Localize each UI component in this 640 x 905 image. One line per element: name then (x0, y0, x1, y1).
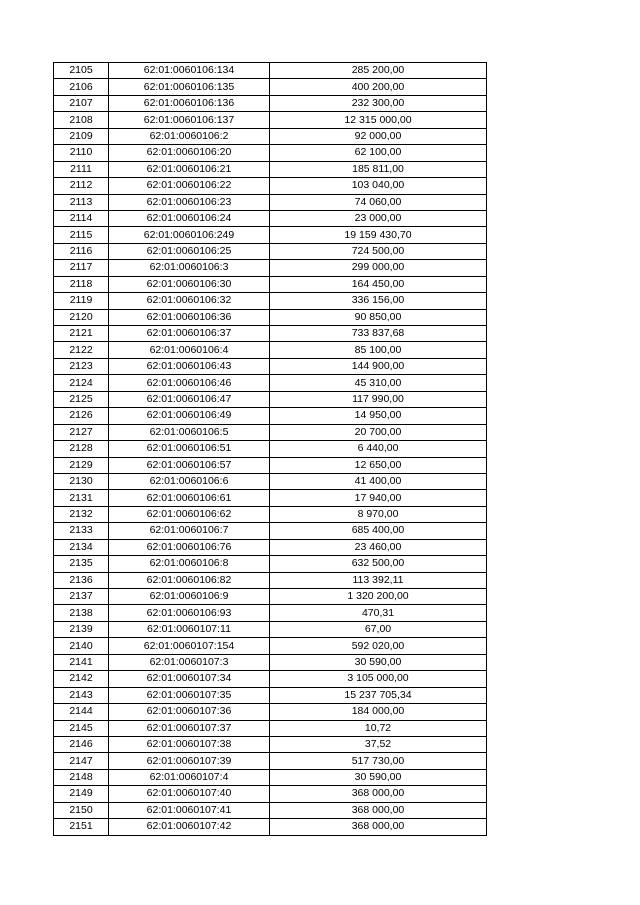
row-number-cell: 2112 (54, 178, 109, 194)
row-number-cell: 2124 (54, 375, 109, 391)
row-number-cell: 2133 (54, 523, 109, 539)
value-cell: 23 460,00 (270, 539, 487, 555)
table-row (54, 243, 487, 259)
value-cell: 67,00 (270, 621, 487, 637)
cadastral-number-cell: 62:01:0060106:30 (109, 276, 270, 292)
table-row (54, 589, 487, 605)
cadastral-number-cell: 62:01:0060106:6 (109, 473, 270, 489)
cadastral-number-cell: 62:01:0060106:136 (109, 95, 270, 111)
row-number-cell: 2140 (54, 638, 109, 654)
value-cell: 85 100,00 (270, 342, 487, 358)
cadastral-number-cell: 62:01:0060106:32 (109, 293, 270, 309)
table-row (54, 194, 487, 210)
cadastral-number-cell: 62:01:0060106:9 (109, 589, 270, 605)
value-cell: 113 392,11 (270, 572, 487, 588)
table-row (54, 210, 487, 226)
row-number-cell: 2135 (54, 556, 109, 572)
row-number-cell: 2129 (54, 457, 109, 473)
table-row (54, 802, 487, 818)
table-row (54, 572, 487, 588)
cadastral-number-cell: 62:01:0060107:37 (109, 720, 270, 736)
cadastral-number-cell: 62:01:0060106:5 (109, 424, 270, 440)
cadastral-number-cell: 62:01:0060106:7 (109, 523, 270, 539)
cadastral-number-cell: 62:01:0060106:36 (109, 309, 270, 325)
row-number-cell: 2109 (54, 128, 109, 144)
cadastral-number-cell: 62:01:0060106:135 (109, 79, 270, 95)
value-cell: 37,52 (270, 736, 487, 752)
table-row (54, 621, 487, 637)
row-number-cell: 2125 (54, 391, 109, 407)
row-number-cell: 2121 (54, 326, 109, 342)
value-cell: 23 000,00 (270, 210, 487, 226)
table-row (54, 490, 487, 506)
table-body (54, 63, 487, 836)
cadastral-number-cell: 62:01:0060106:2 (109, 128, 270, 144)
cadastral-number-cell: 62:01:0060106:49 (109, 408, 270, 424)
value-cell: 368 000,00 (270, 819, 487, 835)
row-number-cell: 2116 (54, 243, 109, 259)
cadastral-number-cell: 62:01:0060107:3 (109, 654, 270, 670)
cadastral-number-cell: 62:01:0060106:46 (109, 375, 270, 391)
row-number-cell: 2107 (54, 95, 109, 111)
row-number-cell: 2148 (54, 769, 109, 785)
row-number-cell: 2146 (54, 736, 109, 752)
value-cell: 30 590,00 (270, 654, 487, 670)
row-number-cell: 2113 (54, 194, 109, 210)
value-cell: 19 159 430,70 (270, 227, 487, 243)
table-row (54, 161, 487, 177)
table-row (54, 786, 487, 802)
row-number-cell: 2108 (54, 112, 109, 128)
value-cell: 12 315 000,00 (270, 112, 487, 128)
cadastral-number-cell: 62:01:0060107:11 (109, 621, 270, 637)
table-row (54, 736, 487, 752)
row-number-cell: 2139 (54, 621, 109, 637)
table-row (54, 671, 487, 687)
row-number-cell: 2149 (54, 786, 109, 802)
value-cell: 41 400,00 (270, 473, 487, 489)
table-row (54, 556, 487, 572)
row-number-cell: 2130 (54, 473, 109, 489)
value-cell: 45 310,00 (270, 375, 487, 391)
row-number-cell: 2123 (54, 358, 109, 374)
value-cell: 336 156,00 (270, 293, 487, 309)
value-cell: 30 590,00 (270, 769, 487, 785)
row-number-cell: 2110 (54, 145, 109, 161)
row-number-cell: 2127 (54, 424, 109, 440)
cadastral-number-cell: 62:01:0060106:3 (109, 260, 270, 276)
value-cell: 685 400,00 (270, 523, 487, 539)
cadastral-number-cell: 62:01:0060106:134 (109, 63, 270, 79)
cadastral-number-cell: 62:01:0060106:57 (109, 457, 270, 473)
cadastral-number-cell: 62:01:0060106:8 (109, 556, 270, 572)
cadastral-number-cell: 62:01:0060107:34 (109, 671, 270, 687)
row-number-cell: 2115 (54, 227, 109, 243)
value-cell: 62 100,00 (270, 145, 487, 161)
table-row (54, 95, 487, 111)
cadastral-number-cell: 62:01:0060107:42 (109, 819, 270, 835)
table-row (54, 112, 487, 128)
cadastral-number-cell: 62:01:0060106:249 (109, 227, 270, 243)
cadastral-number-cell: 62:01:0060106:47 (109, 391, 270, 407)
row-number-cell: 2137 (54, 589, 109, 605)
row-number-cell: 2134 (54, 539, 109, 555)
cadastral-number-cell: 62:01:0060106:20 (109, 145, 270, 161)
value-cell: 103 040,00 (270, 178, 487, 194)
row-number-cell: 2143 (54, 687, 109, 703)
value-cell: 724 500,00 (270, 243, 487, 259)
value-cell: 632 500,00 (270, 556, 487, 572)
cadastral-number-cell: 62:01:0060106:76 (109, 539, 270, 555)
table-row (54, 293, 487, 309)
table-row (54, 720, 487, 736)
row-number-cell: 2118 (54, 276, 109, 292)
value-cell: 470,31 (270, 605, 487, 621)
cadastral-number-cell: 62:01:0060107:36 (109, 704, 270, 720)
table-row (54, 342, 487, 358)
table-row (54, 424, 487, 440)
cadastral-number-cell: 62:01:0060107:41 (109, 802, 270, 818)
value-cell: 92 000,00 (270, 128, 487, 144)
table-row (54, 523, 487, 539)
value-cell: 299 000,00 (270, 260, 487, 276)
table-row (54, 408, 487, 424)
cadastral-number-cell: 62:01:0060107:40 (109, 786, 270, 802)
cadastral-number-cell: 62:01:0060107:154 (109, 638, 270, 654)
value-cell: 6 440,00 (270, 441, 487, 457)
cadastral-number-cell: 62:01:0060107:4 (109, 769, 270, 785)
table-row (54, 819, 487, 835)
table-row (54, 276, 487, 292)
table-row (54, 145, 487, 161)
cadastral-number-cell: 62:01:0060106:137 (109, 112, 270, 128)
value-cell: 3 105 000,00 (270, 671, 487, 687)
value-cell: 90 850,00 (270, 309, 487, 325)
value-cell: 14 950,00 (270, 408, 487, 424)
row-number-cell: 2105 (54, 63, 109, 79)
value-cell: 185 811,00 (270, 161, 487, 177)
row-number-cell: 2150 (54, 802, 109, 818)
value-cell: 8 970,00 (270, 506, 487, 522)
table-row (54, 309, 487, 325)
row-number-cell: 2117 (54, 260, 109, 276)
row-number-cell: 2128 (54, 441, 109, 457)
value-cell: 1 320 200,00 (270, 589, 487, 605)
row-number-cell: 2111 (54, 161, 109, 177)
cadastral-number-cell: 62:01:0060106:61 (109, 490, 270, 506)
cadastral-number-cell: 62:01:0060107:38 (109, 736, 270, 752)
value-cell: 144 900,00 (270, 358, 487, 374)
table-row (54, 506, 487, 522)
cadastral-number-cell: 62:01:0060106:82 (109, 572, 270, 588)
row-number-cell: 2141 (54, 654, 109, 670)
cadastral-number-cell: 62:01:0060106:22 (109, 178, 270, 194)
table-row (54, 473, 487, 489)
row-number-cell: 2138 (54, 605, 109, 621)
row-number-cell: 2131 (54, 490, 109, 506)
cadastral-number-cell: 62:01:0060106:37 (109, 326, 270, 342)
row-number-cell: 2114 (54, 210, 109, 226)
cadastral-number-cell: 62:01:0060106:4 (109, 342, 270, 358)
table-row (54, 375, 487, 391)
table-row (54, 605, 487, 621)
value-cell: 400 200,00 (270, 79, 487, 95)
cadastral-number-cell: 62:01:0060106:51 (109, 441, 270, 457)
cadastral-number-cell: 62:01:0060106:24 (109, 210, 270, 226)
value-cell: 285 200,00 (270, 63, 487, 79)
cadastral-number-cell: 62:01:0060106:93 (109, 605, 270, 621)
value-cell: 15 237 705,34 (270, 687, 487, 703)
data-table (53, 62, 487, 836)
value-cell: 368 000,00 (270, 786, 487, 802)
table-row (54, 457, 487, 473)
table-row (54, 769, 487, 785)
value-cell: 12 650,00 (270, 457, 487, 473)
table-row (54, 326, 487, 342)
value-cell: 592 020,00 (270, 638, 487, 654)
value-cell: 117 990,00 (270, 391, 487, 407)
row-number-cell: 2122 (54, 342, 109, 358)
value-cell: 10,72 (270, 720, 487, 736)
table-row (54, 638, 487, 654)
table-row (54, 687, 487, 703)
cadastral-number-cell: 62:01:0060107:39 (109, 753, 270, 769)
table-row (54, 260, 487, 276)
row-number-cell: 2120 (54, 309, 109, 325)
table-row (54, 128, 487, 144)
value-cell: 17 940,00 (270, 490, 487, 506)
value-cell: 74 060,00 (270, 194, 487, 210)
value-cell: 517 730,00 (270, 753, 487, 769)
table-row (54, 753, 487, 769)
row-number-cell: 2151 (54, 819, 109, 835)
row-number-cell: 2119 (54, 293, 109, 309)
cadastral-number-cell: 62:01:0060106:43 (109, 358, 270, 374)
table-row (54, 63, 487, 79)
row-number-cell: 2145 (54, 720, 109, 736)
cadastral-number-cell: 62:01:0060106:62 (109, 506, 270, 522)
row-number-cell: 2144 (54, 704, 109, 720)
cadastral-number-cell: 62:01:0060107:35 (109, 687, 270, 703)
value-cell: 368 000,00 (270, 802, 487, 818)
row-number-cell: 2142 (54, 671, 109, 687)
cadastral-number-cell: 62:01:0060106:25 (109, 243, 270, 259)
table-row (54, 539, 487, 555)
table-row (54, 178, 487, 194)
table-row (54, 704, 487, 720)
table-row (54, 391, 487, 407)
table-row (54, 227, 487, 243)
table-row (54, 79, 487, 95)
cadastral-number-cell: 62:01:0060106:21 (109, 161, 270, 177)
table-row (54, 441, 487, 457)
value-cell: 20 700,00 (270, 424, 487, 440)
row-number-cell: 2147 (54, 753, 109, 769)
value-cell: 232 300,00 (270, 95, 487, 111)
row-number-cell: 2126 (54, 408, 109, 424)
table-row (54, 358, 487, 374)
table-row (54, 654, 487, 670)
value-cell: 184 000,00 (270, 704, 487, 720)
cadastral-number-cell: 62:01:0060106:23 (109, 194, 270, 210)
row-number-cell: 2106 (54, 79, 109, 95)
value-cell: 733 837,68 (270, 326, 487, 342)
value-cell: 164 450,00 (270, 276, 487, 292)
row-number-cell: 2136 (54, 572, 109, 588)
row-number-cell: 2132 (54, 506, 109, 522)
